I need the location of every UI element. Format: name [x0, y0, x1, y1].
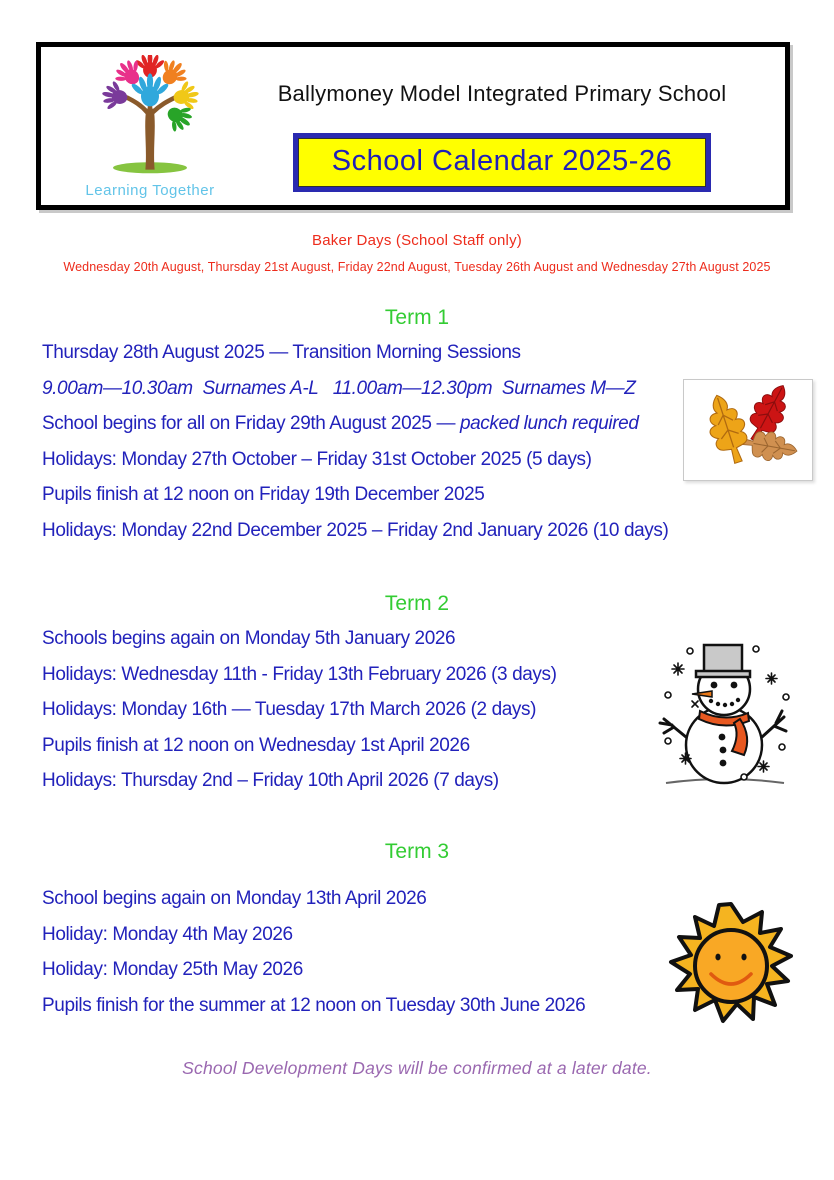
- line-prefix: School begins for all on Friday 29th August 2025 —: [42, 413, 460, 435]
- school-name-title: Ballymoney Model Integrated Primary School: [277, 81, 727, 106]
- term-1-title: Term 1: [384, 306, 450, 329]
- calendar-line: Pupils finish at 12 noon on Friday 19th December 2025: [42, 484, 485, 506]
- line-italic-note: packed lunch required: [459, 413, 639, 435]
- calendar-line: Holiday: Monday 4th May 2026: [42, 923, 293, 945]
- snowman-image: [652, 637, 798, 790]
- autumn-leaves-image: [683, 379, 813, 481]
- term-3-title: Term 3: [384, 840, 450, 863]
- sun-icon: [660, 898, 802, 1036]
- calendar-banner: [293, 133, 711, 192]
- tree-hands-icon: [87, 55, 213, 177]
- sun-image: [660, 898, 802, 1036]
- baker-days-dates: Wednesday 20th August, Thursday 21st August, Friday 22nd August, Tuesday 26th August and Wednesday 27th August 2025: [63, 260, 771, 274]
- header-box: [36, 42, 790, 210]
- calendar-line: Holiday: Monday 25th May 2026: [42, 959, 303, 981]
- header-content: [225, 47, 779, 205]
- term-2-title: Term 2: [384, 592, 450, 615]
- calendar-line: Holidays: Monday 16th — Tuesday 17th March 2026 (2 days): [42, 699, 537, 721]
- calendar-line: Holidays: Monday 22nd December 2025 – Friday 2nd January 2026 (10 days): [42, 519, 669, 541]
- baker-days-heading: Baker Days (School Staff only): [312, 232, 522, 249]
- calendar-line: Holidays: Thursday 2nd – Friday 10th April 2026 (7 days): [42, 770, 499, 792]
- calendar-line: School begins again on Monday 13th April 2026: [42, 888, 427, 909]
- calendar-line: Holidays: Monday 27th October – Friday 31st October 2025 (5 days): [42, 448, 592, 470]
- calendar-line: Holidays: Wednesday 11th - Friday 13th February 2026 (3 days): [42, 663, 557, 685]
- school-logo: [75, 55, 225, 199]
- calendar-line: 9.00am—10.30am Surnames A-L 11.00am—12.30pm Surnames M—Z: [42, 377, 636, 399]
- calendar-line: Thursday 28th August 2025 — Transition Morning Sessions: [42, 342, 521, 363]
- banner-title: School Calendar 2025-26: [331, 145, 673, 177]
- snowman-icon: [652, 637, 798, 790]
- footer-note: School Development Days will be confirmed at a later date.: [182, 1058, 652, 1078]
- autumn-leaves-icon: [684, 380, 812, 480]
- logo-tagline: Learning Together: [85, 182, 215, 199]
- calendar-line: Schools begins again on Monday 5th January 2026: [42, 628, 456, 649]
- calendar-line: Pupils finish for the summer at 12 noon on Tuesday 30th June 2026: [42, 994, 586, 1016]
- calendar-line: Pupils finish at 12 noon on Wednesday 1st April 2026: [42, 734, 470, 756]
- baker-days-section: [0, 232, 834, 274]
